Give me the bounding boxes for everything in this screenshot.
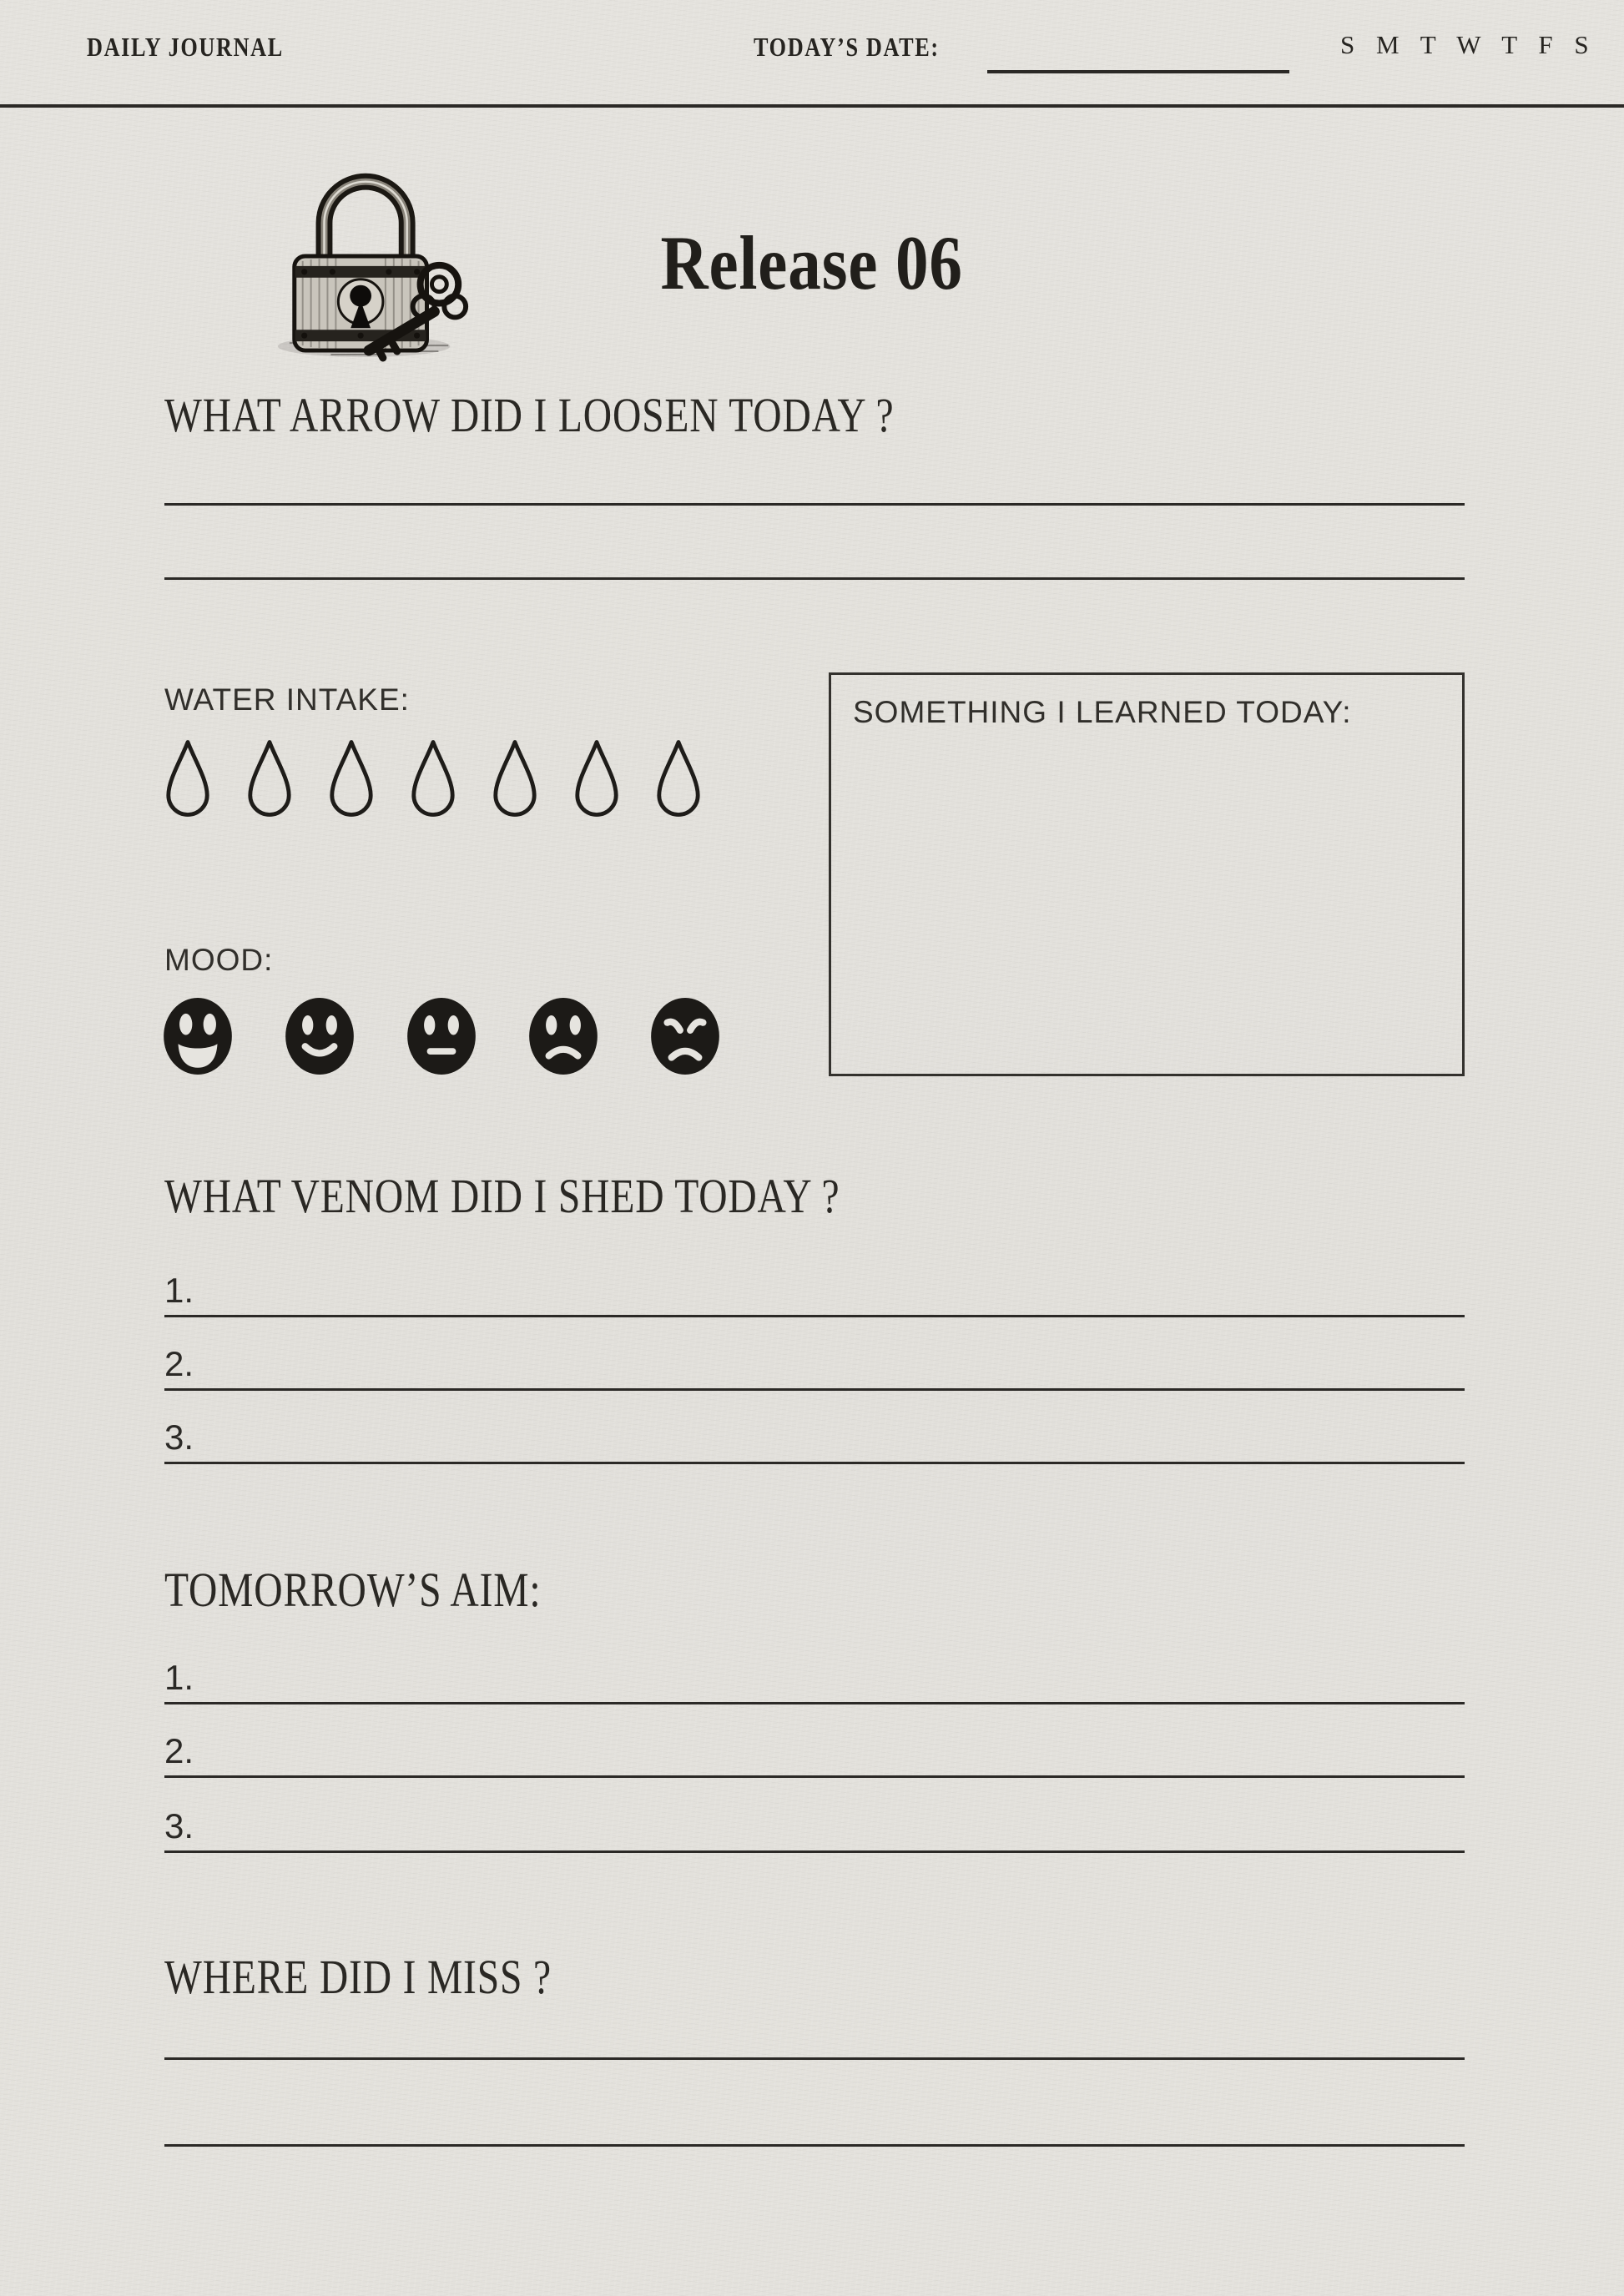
venom-item-number: 3. [164, 1417, 194, 1457]
arrow-answer-line-1[interactable] [164, 503, 1465, 506]
grinning-face-icon [161, 996, 235, 1076]
water-intake-tracker [164, 738, 703, 819]
aim-answer-line-1[interactable] [164, 1702, 1465, 1704]
water-droplet-icon[interactable] [491, 738, 539, 819]
mood-option-neutral[interactable] [405, 996, 478, 1076]
water-droplet-icon[interactable] [327, 738, 376, 819]
water-droplet-icon[interactable] [164, 738, 212, 819]
page-header [0, 0, 1624, 108]
mood-option-frowning[interactable] [527, 996, 600, 1076]
neutral-face-icon [405, 996, 478, 1076]
mood-option-smiling[interactable] [283, 996, 356, 1076]
aim-item-number: 1. [164, 1658, 194, 1697]
brand-title: DAILY JOURNAL [87, 32, 284, 62]
arrow-answer-line-2[interactable] [164, 577, 1465, 580]
learned-today-box[interactable] [829, 672, 1465, 1076]
learned-today-label: SOMETHING I LEARNED TODAY: [853, 695, 1352, 729]
mood-label: MOOD: [164, 943, 274, 977]
water-droplet-icon[interactable] [409, 738, 457, 819]
smiling-face-icon [283, 996, 356, 1076]
angry-face-icon [648, 996, 722, 1076]
water-droplet-icon[interactable] [572, 738, 621, 819]
venom-answer-line-3[interactable] [164, 1462, 1465, 1464]
aim-answer-line-2[interactable] [164, 1775, 1465, 1778]
mood-option-angry[interactable] [648, 996, 722, 1076]
date-label: TODAY’S DATE: [754, 32, 940, 62]
frowning-face-icon [527, 996, 600, 1076]
arrow-question-label: WHAT ARROW DID I LOOSEN TODAY ? [164, 388, 895, 442]
date-entry-line[interactable] [987, 70, 1289, 73]
mood-option-grinning[interactable] [161, 996, 235, 1076]
aim-item-number: 2. [164, 1731, 194, 1770]
water-droplet-icon[interactable] [654, 738, 703, 819]
aim-label: TOMORROW’S AIM: [164, 1563, 542, 1617]
page-title: Release 06 [660, 220, 964, 305]
venom-answer-line-1[interactable] [164, 1315, 1465, 1317]
weekday-selector[interactable]: S M T W T F S [1340, 30, 1596, 59]
water-intake-label: WATER INTAKE: [164, 682, 410, 717]
venom-item-number: 1. [164, 1271, 194, 1310]
miss-answer-line-2[interactable] [164, 2144, 1465, 2147]
water-droplet-icon[interactable] [245, 738, 294, 819]
venom-item-number: 2. [164, 1344, 194, 1383]
miss-question-label: WHERE DID I MISS ? [164, 1950, 552, 2004]
venom-question-label: WHAT VENOM DID I SHED TODAY ? [164, 1169, 840, 1223]
aim-item-number: 3. [164, 1806, 194, 1845]
venom-answer-line-2[interactable] [164, 1388, 1465, 1391]
miss-answer-line-1[interactable] [164, 2057, 1465, 2060]
mood-tracker [161, 996, 722, 1076]
aim-answer-line-3[interactable] [164, 1850, 1465, 1853]
